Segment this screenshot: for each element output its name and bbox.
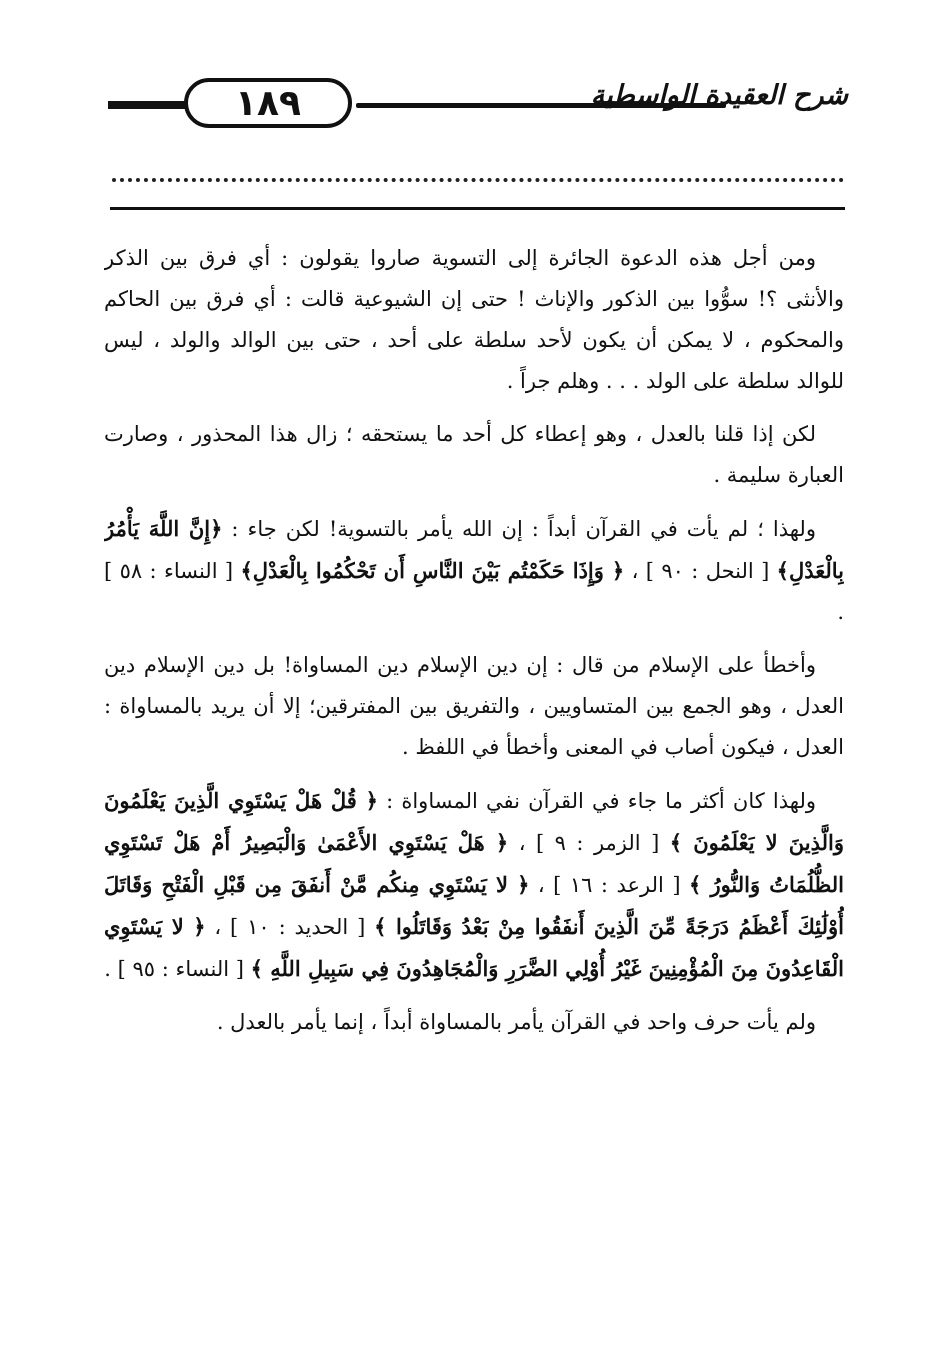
paragraph	[104, 645, 844, 768]
quran-verse: ﴿ هَلْ يَسْتَوِي الأَعْمَىٰ وَالْبَصِيرُ أَمْ هَلْ تَسْتَوِي الظُّلُمَاتُ وَالنُّورُ ﴾	[104, 830, 844, 897]
paragraph-text: ولهذا كان أكثر ما جاء في القرآن نفي المساواة :	[377, 789, 816, 813]
quran-verse: ﴿إِنَّ اللَّهَ يَأْمُرُ بِالْعَدْلِ﴾	[104, 516, 844, 583]
header-underline	[110, 207, 845, 210]
verse-reference: [ الزمر : ٩ ] ،	[508, 831, 670, 855]
quran-verse: ﴿ وَإِذَا حَكَمْتُم بَيْنَ النَّاسِ أَن تَحْكُمُوا بِالْعَدْلِ﴾	[240, 558, 625, 583]
page-body	[104, 238, 844, 1328]
paragraph-text: لكن إذا قلنا بالعدل ، وهو إعطاء كل أحد ما يستحقه ؛ زال هذا المحذور ، وصارت العبارة سليمة .	[104, 422, 844, 487]
verse-reference: [ الرعد : ١٦ ] ،	[529, 873, 690, 897]
quran-verse: ﴿ لا يَسْتَوِي مِنكُم مَّنْ أَنفَقَ مِن قَبْلِ الْفَتْحِ وَقَاتَلَ أُوْلَٰئِكَ أَعْظَمُ دَرَجَةً مِّنَ الَّذِينَ أَنفَقُوا مِنْ بَعْدُ وَقَاتَلُوا ﴾	[104, 872, 844, 939]
quran-verse: ﴿ لا يَسْتَوِي الْقَاعِدُونَ مِنَ الْمُؤْمِنِينَ غَيْرُ أُوْلِي الضَّرَرِ وَالْمُجَاهِدُونَ فِي سَبِيلِ اللَّهِ ﴾	[104, 914, 844, 981]
page-number: ١٨٩	[184, 78, 352, 128]
verse-reference: [ النساء : ٥٨ ] .	[104, 559, 844, 624]
paragraph-text: ولم يأت حرف واحد في القرآن يأمر بالمساواة أبداً ، إنما يأمر بالعدل .	[216, 1010, 816, 1034]
paragraph-text: ولهذا ؛ لم يأت في القرآن أبداً : إن الله يأمر بالتسوية! لكن جاء :	[222, 517, 816, 541]
dotted-separator	[112, 178, 844, 182]
paragraph-text: ومن أجل هذه الدعوة الجائرة إلى التسوية صاروا يقولون : أي فرق بين الذكر والأنثى ؟! سوُّوا بين الذكور والإناث ! حتى إن الشيوعية قالت : أي فرق بين الحاكم والمحكوم ، لا يمكن أن يكون لأحد سلطة على أحد ، حتى بين الوالد والولد ، ليس للوالد سلطة على الولد . . . وهلم جراً .	[104, 246, 844, 393]
verse-reference: [ النحل : ٩٠ ] ،	[624, 559, 777, 583]
quran-verse: ﴿ قُلْ هَلْ يَسْتَوِي الَّذِينَ يَعْلَمُونَ وَالَّذِينَ لا يَعْلَمُونَ ﴾	[104, 788, 844, 855]
paragraph-text: وأخطأ على الإسلام من قال : إن دين الإسلام دين المساواة! بل دين الإسلام دين العدل ، وهو الجمع بين المتساويين ، والتفريق بين المفترقين؛ إلا أن يريد بالمساواة : العدل ، فيكون أصاب في المعنى وأخطأ في اللفظ .	[104, 653, 844, 759]
paragraph	[104, 414, 844, 496]
paragraph	[104, 508, 844, 633]
page-header	[108, 70, 848, 140]
book-title: شرح العقيدة الواسطية	[590, 80, 848, 111]
paragraph	[104, 238, 844, 402]
paragraph	[104, 1002, 844, 1043]
header-rule-left	[108, 101, 188, 109]
verse-reference: [ الحديد : ١٠ ] ،	[205, 915, 375, 939]
verse-reference: [ النساء : ٩٥ ] .	[104, 957, 251, 981]
paragraph	[104, 780, 844, 990]
